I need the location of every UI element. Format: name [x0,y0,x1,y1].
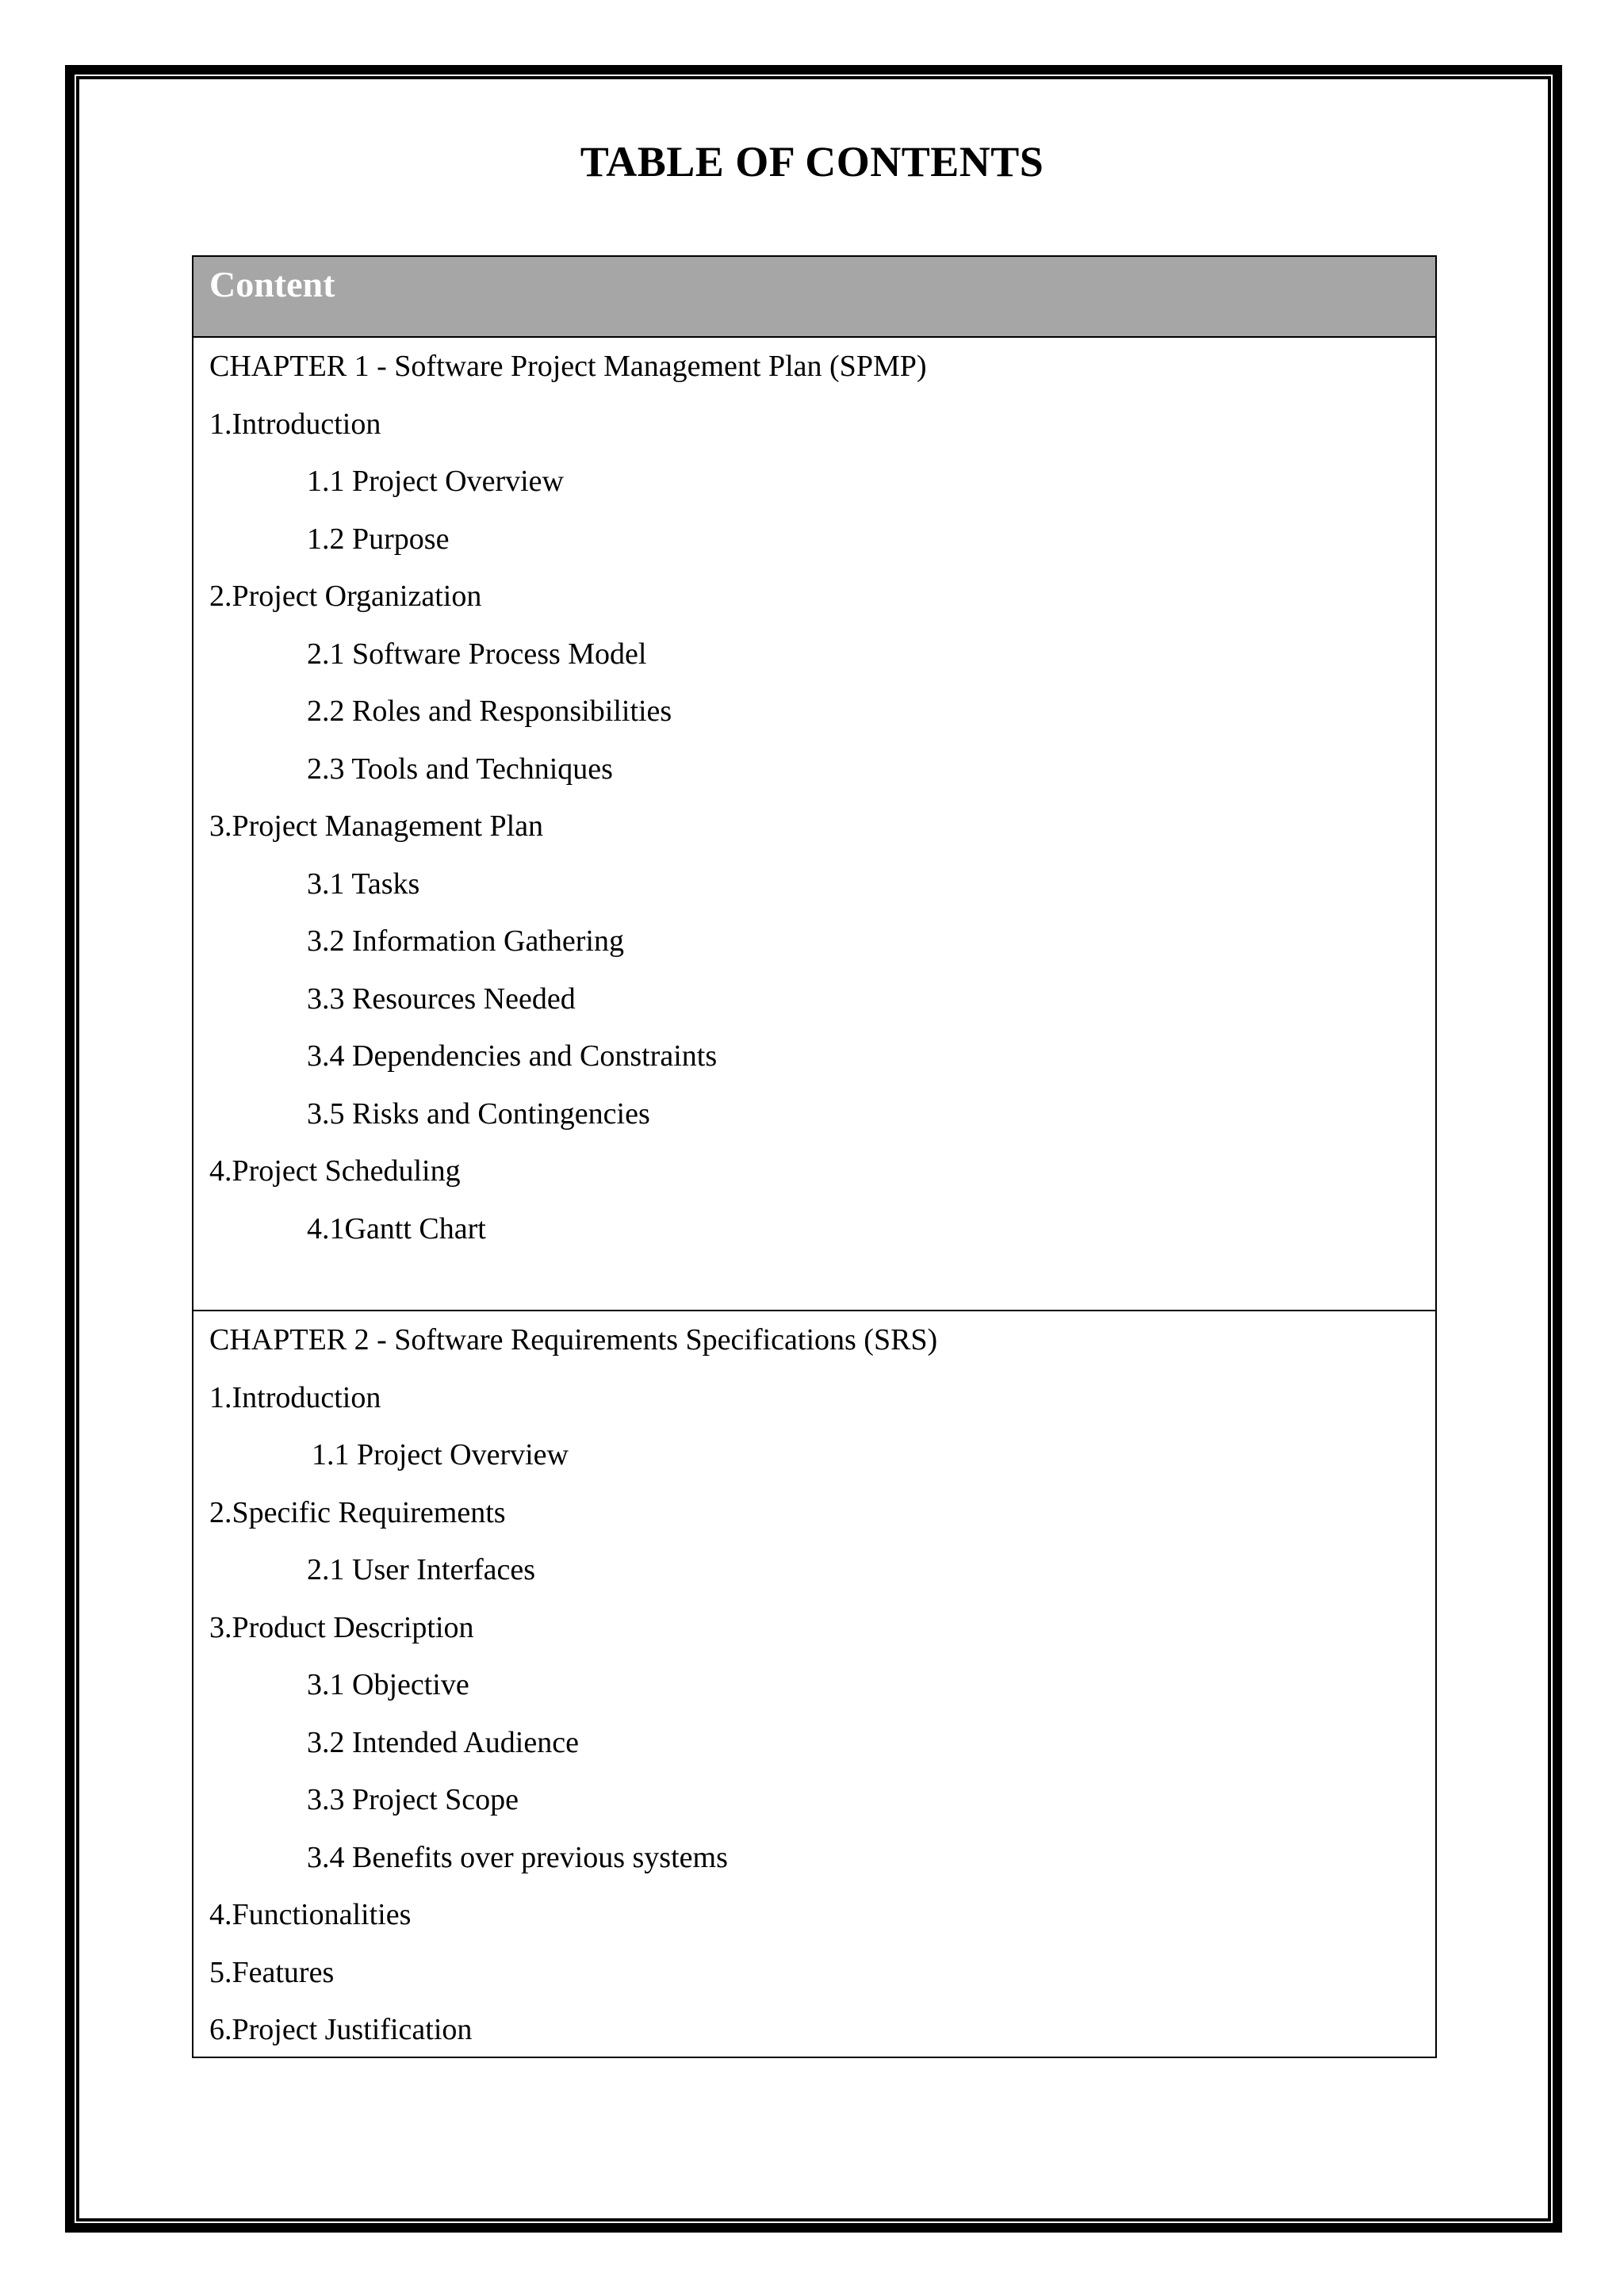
toc-section-entry: 3.Product Description [209,1610,474,1644]
toc-subsection-entry: 3.4 Dependencies and Constraints [307,1039,718,1073]
toc-table [192,255,1437,2058]
toc-section-entry: 6.Project Justification [209,2013,473,2046]
toc-subsection-entry: 1.1 Project Overview [307,465,564,498]
toc-section-entry: 2.Specific Requirements [209,1495,506,1529]
toc-section-entry: 4.Project Scheduling [209,1154,461,1188]
toc-subsection-entry: 3.3 Project Scope [307,1783,519,1816]
toc-chapter-2 [193,1311,1435,2057]
chapter-heading: CHAPTER 1 - Software Project Management Plan (SPMP) [209,350,927,383]
toc-section-entry: 3.Project Management Plan [209,809,544,843]
toc-header-label: Content [209,264,335,304]
toc-section-entry: 2.Project Organization [209,580,482,613]
toc-section-entry: 5.Features [209,1955,335,1989]
chapter-heading: CHAPTER 2 - Software Requirements Specifications (SRS) [209,1323,938,1357]
page-title: TABLE OF CONTENTS [580,138,1044,186]
toc-subsection-entry: 3.4 Benefits over previous systems [307,1840,728,1874]
toc-subsection-entry: 2.1 User Interfaces [307,1553,536,1586]
toc-subsection-entry: 3.1 Objective [307,1668,469,1701]
toc-table-header [193,257,1435,338]
toc-subsection-entry: 2.3 Tools and Techniques [307,752,613,786]
toc-subsection-entry: 1.2 Purpose [307,522,450,556]
toc-subsection-entry: 3.2 Intended Audience [307,1725,579,1759]
toc-chapter-1 [193,338,1435,1311]
toc-subsection-entry: 3.3 Resources Needed [307,982,576,1016]
toc-section-entry: 4.Functionalities [209,1898,412,1931]
toc-subsection-entry: 4.1Gantt Chart [307,1211,486,1246]
toc-subsection-entry: 1.1 Project Overview [312,1438,569,1471]
toc-section-entry: 1.Introduction [209,1380,381,1414]
toc-subsection-entry: 2.1 Software Process Model [307,637,647,671]
toc-subsection-entry: 3.1 Tasks [307,867,420,901]
toc-subsection-entry: 2.2 Roles and Responsibilities [307,695,672,728]
toc-subsection-entry: 3.5 Risks and Contingencies [307,1096,650,1131]
toc-section-entry: 1.Introduction [209,407,381,441]
toc-subsection-entry: 3.2 Information Gathering [307,924,624,958]
